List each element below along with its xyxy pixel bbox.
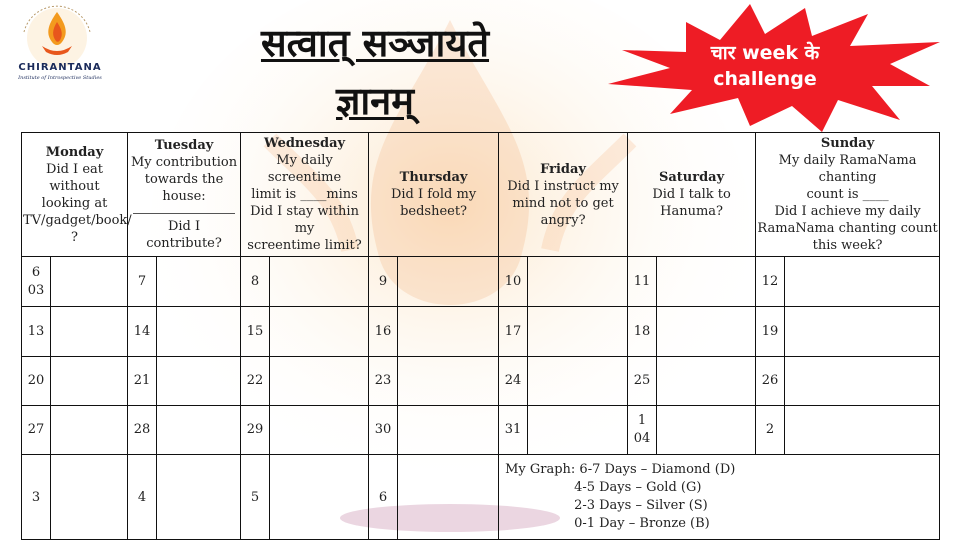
entry-cell[interactable] — [157, 455, 241, 540]
header-tuesday — [128, 133, 241, 257]
challenge-label — [690, 40, 840, 92]
date-text: 17 — [504, 323, 522, 339]
entry-cell[interactable] — [657, 307, 756, 357]
date-text: 9 — [378, 273, 388, 289]
date-cell — [628, 406, 657, 455]
question-line: Hanuma? — [660, 204, 723, 219]
graph-value: 6-7 Days – Diamond (D) — [579, 462, 736, 477]
date-text: 4 — [137, 489, 147, 505]
day-name: Saturday — [658, 170, 725, 185]
date-text: 1 — [637, 413, 647, 428]
date-number — [628, 372, 656, 390]
day-name: Wednesday — [264, 136, 346, 151]
date-cell — [241, 257, 270, 307]
graph-line: 0-1 Day – Bronze (B) — [574, 516, 710, 531]
header-thursday — [369, 133, 499, 257]
date-cell — [369, 455, 398, 540]
date-cell — [22, 406, 51, 455]
date-number — [369, 421, 397, 439]
logo-name: CHIRANTANA — [18, 62, 102, 73]
chirantana-logo — [2, 2, 112, 90]
date-text: 21 — [133, 373, 151, 388]
date-text: 13 — [27, 323, 45, 339]
graph-line: 2-3 Days – Silver (S) — [574, 498, 708, 513]
date-number — [756, 323, 784, 341]
page-title-line2: ज्ञानम् — [335, 79, 414, 123]
week-row-last — [22, 455, 940, 540]
header-friday — [499, 133, 628, 257]
question-line: Did I instruct my — [507, 178, 619, 194]
date-text: 14 — [133, 323, 151, 339]
day-name: Tuesday — [154, 138, 214, 153]
date-text: 6 — [31, 264, 41, 280]
header-saturday — [628, 133, 756, 257]
date-number — [756, 372, 784, 390]
answer-line — [133, 205, 235, 214]
date-text: 04 — [633, 431, 651, 446]
date-text: 03 — [27, 282, 45, 298]
date-cell — [241, 357, 270, 406]
entry-cell[interactable] — [528, 257, 628, 307]
date-number — [241, 372, 269, 390]
date-number — [128, 421, 156, 439]
header-wednesday — [241, 133, 369, 257]
date-text: 19 — [761, 323, 779, 339]
question-line: bedsheet? — [400, 204, 468, 219]
entry-cell[interactable] — [398, 455, 499, 540]
question-line: RamaNama chanting count — [757, 221, 938, 236]
entry-cell[interactable] — [51, 455, 128, 540]
date-number — [241, 421, 269, 439]
date-cell — [241, 307, 270, 357]
date-text: 27 — [27, 422, 45, 437]
date-text: 3 — [31, 489, 41, 505]
week-row — [22, 257, 940, 307]
entry-cell[interactable] — [157, 357, 241, 406]
question-line: limit is ____mins — [251, 187, 358, 202]
date-cell — [628, 357, 657, 406]
date-text: 20 — [27, 373, 45, 388]
question-line: Did I contribute? — [146, 219, 222, 251]
entry-cell[interactable] — [270, 257, 369, 307]
date-cell — [499, 307, 528, 357]
date-cell — [369, 406, 398, 455]
entry-cell[interactable] — [51, 307, 128, 357]
date-text: 18 — [633, 323, 651, 339]
date-text: 5 — [250, 489, 260, 505]
date-number — [499, 372, 527, 390]
entry-cell[interactable] — [270, 455, 369, 540]
date-number — [128, 323, 156, 341]
date-number — [499, 323, 527, 341]
question-line: screentime limit? — [247, 238, 362, 253]
day-name: Sunday — [820, 136, 875, 151]
entry-cell[interactable] — [657, 357, 756, 406]
date-cell — [499, 406, 528, 455]
week-row — [22, 357, 940, 406]
date-text: 15 — [246, 323, 264, 339]
date-cell — [22, 257, 51, 307]
question-line: Did I achieve my daily — [774, 204, 921, 219]
entry-cell[interactable] — [785, 257, 940, 307]
date-number — [499, 273, 527, 291]
date-cell — [128, 455, 157, 540]
date-cell — [128, 307, 157, 357]
date-cell — [369, 307, 398, 357]
entry-cell[interactable] — [785, 307, 940, 357]
graph-line — [505, 461, 933, 479]
graph-legend — [499, 455, 940, 540]
header-monday — [22, 133, 132, 257]
date-cell — [22, 357, 51, 406]
date-cell — [756, 406, 785, 455]
entry-cell[interactable] — [270, 357, 369, 406]
date-text: 31 — [504, 422, 522, 437]
question-line: angry? — [540, 212, 586, 228]
challenge-line2: challenge — [713, 68, 817, 90]
date-cell — [128, 257, 157, 307]
question-line: ? — [71, 229, 78, 245]
date-number — [128, 273, 156, 291]
date-text: 29 — [246, 422, 264, 437]
date-number — [22, 421, 50, 439]
header-row — [22, 133, 940, 257]
entry-cell[interactable] — [398, 257, 499, 307]
question-line: Did I talk to — [652, 187, 731, 202]
date-text: 22 — [246, 373, 264, 388]
date-text: 12 — [761, 273, 779, 289]
date-cell — [628, 257, 657, 307]
entry-cell[interactable] — [528, 307, 628, 357]
date-text: 11 — [633, 273, 651, 289]
date-cell — [22, 455, 51, 540]
date-cell — [128, 357, 157, 406]
entry-cell[interactable] — [157, 257, 241, 307]
question-line: Did I eat without — [46, 161, 103, 194]
date-cell — [128, 406, 157, 455]
question-line: Did I fold my — [390, 187, 477, 202]
date-cell — [241, 455, 270, 540]
date-cell — [241, 406, 270, 455]
day-name: Friday — [540, 161, 586, 177]
entry-cell[interactable] — [270, 307, 369, 357]
entry-cell[interactable] — [51, 406, 128, 455]
question-line: towards the house: — [144, 172, 224, 204]
entry-cell[interactable] — [157, 406, 241, 455]
entry-cell[interactable] — [51, 257, 128, 307]
question-line: mind not to get — [512, 195, 614, 211]
entry-cell[interactable] — [398, 307, 499, 357]
entry-cell[interactable] — [785, 357, 940, 406]
date-cell — [756, 357, 785, 406]
date-text: 16 — [374, 323, 392, 339]
challenge-line1: चार week के — [710, 42, 820, 64]
date-number — [369, 323, 397, 341]
date-text: 24 — [504, 373, 522, 388]
date-number — [22, 264, 50, 300]
entry-cell[interactable] — [398, 406, 499, 455]
entry-cell[interactable] — [657, 406, 756, 455]
question-line: this week? — [812, 238, 883, 253]
date-cell — [628, 307, 657, 357]
date-number — [22, 372, 50, 390]
date-number — [628, 323, 656, 341]
date-cell — [369, 357, 398, 406]
date-number — [628, 412, 656, 448]
date-cell — [499, 357, 528, 406]
entry-cell[interactable] — [157, 307, 241, 357]
date-number — [22, 323, 50, 341]
entry-cell[interactable] — [270, 406, 369, 455]
day-name: Monday — [45, 144, 104, 160]
date-text: 25 — [633, 373, 651, 388]
date-cell — [756, 307, 785, 357]
date-number — [369, 372, 397, 390]
date-text: 23 — [374, 373, 392, 388]
date-text: 10 — [504, 273, 522, 289]
date-number — [756, 421, 784, 439]
entry-cell[interactable] — [398, 357, 499, 406]
question-line: My daily screentime — [267, 153, 342, 185]
date-text: 7 — [137, 273, 147, 289]
logo-subtitle: Institute of Introspective Studies — [18, 75, 102, 81]
date-cell — [369, 257, 398, 307]
entry-cell[interactable] — [528, 357, 628, 406]
entry-cell[interactable] — [528, 406, 628, 455]
date-text: 30 — [374, 422, 392, 437]
date-text: 2 — [765, 422, 775, 437]
weekly-challenge-table — [21, 132, 940, 540]
question-line: Did I stay within my — [250, 204, 359, 236]
question-line: My daily RamaNama chanting — [778, 153, 917, 185]
date-number — [241, 323, 269, 341]
day-name: Thursday — [399, 170, 468, 185]
entry-cell[interactable] — [657, 257, 756, 307]
entry-cell[interactable] — [51, 357, 128, 406]
date-text: 28 — [133, 422, 151, 437]
date-text: 6 — [378, 489, 388, 505]
date-text: 8 — [250, 273, 260, 289]
week-row — [22, 406, 940, 455]
date-number — [628, 273, 656, 291]
question-line: looking at — [41, 195, 108, 211]
header-sunday — [756, 133, 940, 257]
date-number — [369, 273, 397, 291]
week-row — [22, 307, 940, 357]
page-title-line1: सत्वात् सञ्जायते — [260, 21, 490, 65]
date-cell — [22, 307, 51, 357]
date-number — [756, 273, 784, 291]
date-cell — [499, 257, 528, 307]
graph-line: 4-5 Days – Gold (G) — [574, 480, 702, 495]
date-number — [241, 273, 269, 291]
entry-cell[interactable] — [785, 406, 940, 455]
question-line: My contribution — [130, 155, 238, 170]
question-line: count is ____ — [806, 187, 889, 202]
date-text: 26 — [761, 373, 779, 388]
graph-label: My Graph: — [505, 462, 576, 477]
question-line: TV/gadget/book/ — [23, 212, 132, 228]
date-cell — [756, 257, 785, 307]
date-number — [499, 421, 527, 439]
date-number — [128, 372, 156, 390]
